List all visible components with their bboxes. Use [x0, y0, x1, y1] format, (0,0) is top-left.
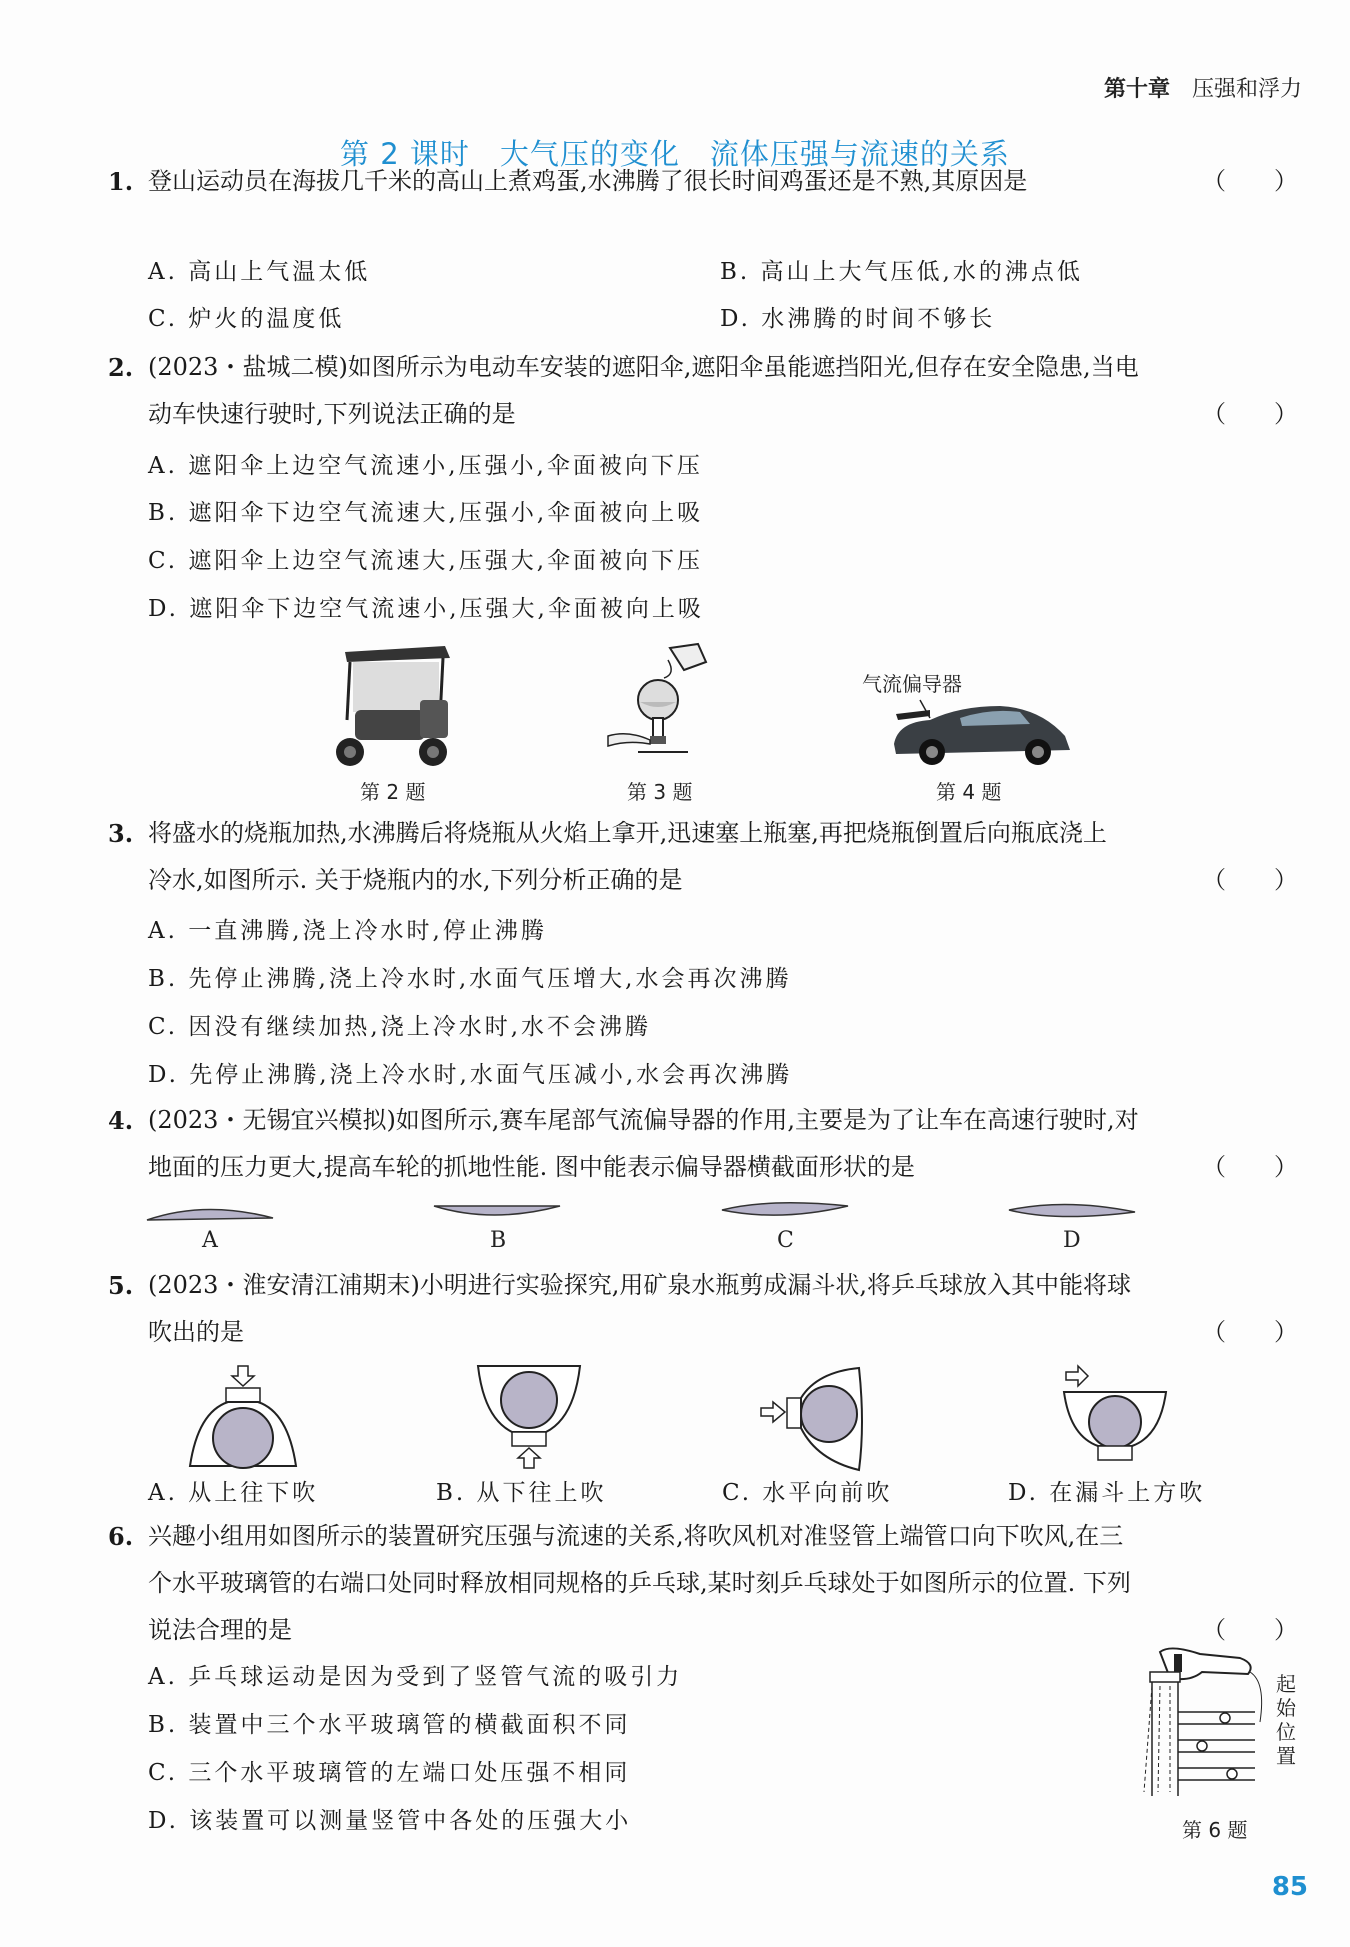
option-b: B. 先停止沸腾,浇上冷水时,水面气压增大,水会再次沸腾	[148, 966, 792, 992]
airfoil-d	[1007, 1196, 1137, 1224]
answer-blank: （ ）	[1202, 1153, 1298, 1181]
option-a: A. 高山上气温太低	[148, 259, 371, 285]
question-3	[108, 810, 1298, 904]
ebike-umbrella-figure	[325, 640, 465, 770]
spoiler-label: 气流偏导器	[862, 672, 962, 696]
option-d: D. 先停止沸腾,浇上冷水时,水面气压减小,水会再次沸腾	[148, 1062, 793, 1088]
page-header	[1104, 72, 1302, 103]
option-d: D. 该装置可以测量竖管中各处的压强大小	[148, 1808, 632, 1834]
question-number: 1.	[108, 167, 134, 196]
funnel-figure-c	[757, 1364, 867, 1474]
option-d: D. 水沸腾的时间不够长	[720, 306, 996, 332]
answer-blank: （ ）	[1202, 167, 1298, 195]
option-b: B. 从下往上吹	[436, 1480, 607, 1506]
airfoil-label-a: A	[202, 1228, 218, 1253]
question-text-line1: 将盛水的烧瓶加热,水沸腾后将烧瓶从火焰上拿开,迅速塞上瓶塞,再把烧瓶倒置后向瓶底浇上	[148, 819, 1107, 847]
question-text-line2: 动车快速行驶时,下列说法正确的是	[148, 400, 516, 428]
question-number: 3.	[108, 819, 134, 848]
airfoil-label-d: D	[1063, 1228, 1081, 1253]
airfoil-a	[145, 1200, 275, 1224]
funnel-figure-b	[474, 1362, 584, 1472]
answer-blank: （ ）	[1202, 1616, 1298, 1644]
question-text-line2: 个水平玻璃管的右端口处同时释放相同规格的乒乓球,某时刻乒乓球处于如图所示的位置. 下列	[148, 1569, 1131, 1597]
question-2	[108, 344, 1298, 438]
chapter-topic: 压强和浮力	[1191, 77, 1302, 102]
question-text: 登山运动员在海拔几千米的高山上煮鸡蛋,水沸腾了很长时间鸡蛋还是不熟,其原因是	[148, 167, 1028, 195]
option-c: C. 因没有继续加热,浇上冷水时,水不会沸腾	[148, 1014, 652, 1040]
figure-caption-4: 第 4 题	[936, 780, 1002, 804]
question-number: 4.	[108, 1106, 134, 1135]
question-number: 6.	[108, 1522, 134, 1551]
answer-blank: （ ）	[1202, 400, 1298, 428]
wind-tube-figure	[1130, 1642, 1280, 1802]
question-1	[108, 158, 1298, 205]
question-text-line2: 地面的压力更大,提高车轮的抓地性能. 图中能表示偏导器横截面形状的是	[148, 1153, 915, 1181]
option-a: A. 从上往下吹	[148, 1480, 319, 1506]
option-c: C. 三个水平玻璃管的左端口处压强不相同	[148, 1760, 631, 1786]
funnel-figure-a	[188, 1362, 298, 1472]
question-number: 5.	[108, 1271, 134, 1300]
airfoil-b	[432, 1200, 562, 1224]
option-b: B. 高山上大气压低,水的沸点低	[720, 259, 1083, 285]
airfoil-c	[720, 1196, 850, 1224]
question-text-line2: 吹出的是	[148, 1318, 244, 1346]
airfoil-label-b: B	[490, 1228, 507, 1253]
option-c: C. 水平向前吹	[722, 1480, 893, 1506]
chapter-label: 第十章	[1103, 77, 1170, 102]
flask-figure	[598, 640, 728, 770]
question-text-line3: 说法合理的是	[148, 1616, 292, 1644]
airfoil-label-c: C	[777, 1228, 794, 1253]
option-c: C. 炉火的温度低	[148, 306, 345, 332]
question-text-line1: (2023・盐城二模)如图所示为电动车安装的遮阳伞,遮阳伞虽能遮挡阳光,但存在安全隐患,当电	[148, 353, 1139, 381]
question-4	[108, 1097, 1298, 1191]
question-text-line1: (2023・无锡宜兴模拟)如图所示,赛车尾部气流偏导器的作用,主要是为了让车在高速行驶时,对	[148, 1106, 1139, 1134]
question-number: 2.	[108, 353, 134, 382]
option-c: C. 遮阳伞上边空气流速大,压强大,伞面被向下压	[148, 548, 704, 574]
option-d: D. 遮阳伞下边空气流速小,压强大,伞面被向上吸	[148, 596, 704, 622]
answer-blank: （ ）	[1202, 1318, 1298, 1346]
option-d: D. 在漏斗上方吹	[1008, 1480, 1206, 1506]
option-b: B. 遮阳伞下边空气流速大,压强小,伞面被向上吸	[148, 500, 704, 526]
question-5	[108, 1262, 1298, 1356]
figure-caption-6: 第 6 题	[1182, 1818, 1248, 1842]
question-text-line1: (2023・淮安清江浦期末)小明进行实验探究,用矿泉水瓶剪成漏斗状,将乒乓球放入其中能将球	[148, 1271, 1132, 1299]
option-a: A. 遮阳伞上边空气流速小,压强小,伞面被向下压	[148, 453, 703, 479]
figure-caption-2: 第 2 题	[360, 780, 426, 804]
race-car-figure	[890, 692, 1080, 772]
answer-blank: （ ）	[1202, 866, 1298, 894]
question-text-line2: 冷水,如图所示. 关于烧瓶内的水,下列分析正确的是	[148, 866, 683, 894]
lesson-title: 第 2 课时 大气压的变化 流体压强与流速的关系	[340, 137, 1010, 171]
option-a: A. 乒乓球运动是因为受到了竖管气流的吸引力	[148, 1664, 683, 1690]
funnel-figure-d	[1060, 1362, 1170, 1472]
question-6	[108, 1513, 1298, 1654]
option-a: A. 一直沸腾,浇上冷水时,停止沸腾	[148, 918, 547, 944]
option-b: B. 装置中三个水平玻璃管的横截面积不同	[148, 1712, 631, 1738]
start-position-label: 起始位置	[1276, 1672, 1296, 1768]
figure-caption-3: 第 3 题	[627, 780, 693, 804]
page-number: 85	[1271, 1872, 1308, 1902]
question-text-line1: 兴趣小组用如图所示的装置研究压强与流速的关系,将吹风机对准竖管上端管口向下吹风,在三	[148, 1522, 1124, 1550]
